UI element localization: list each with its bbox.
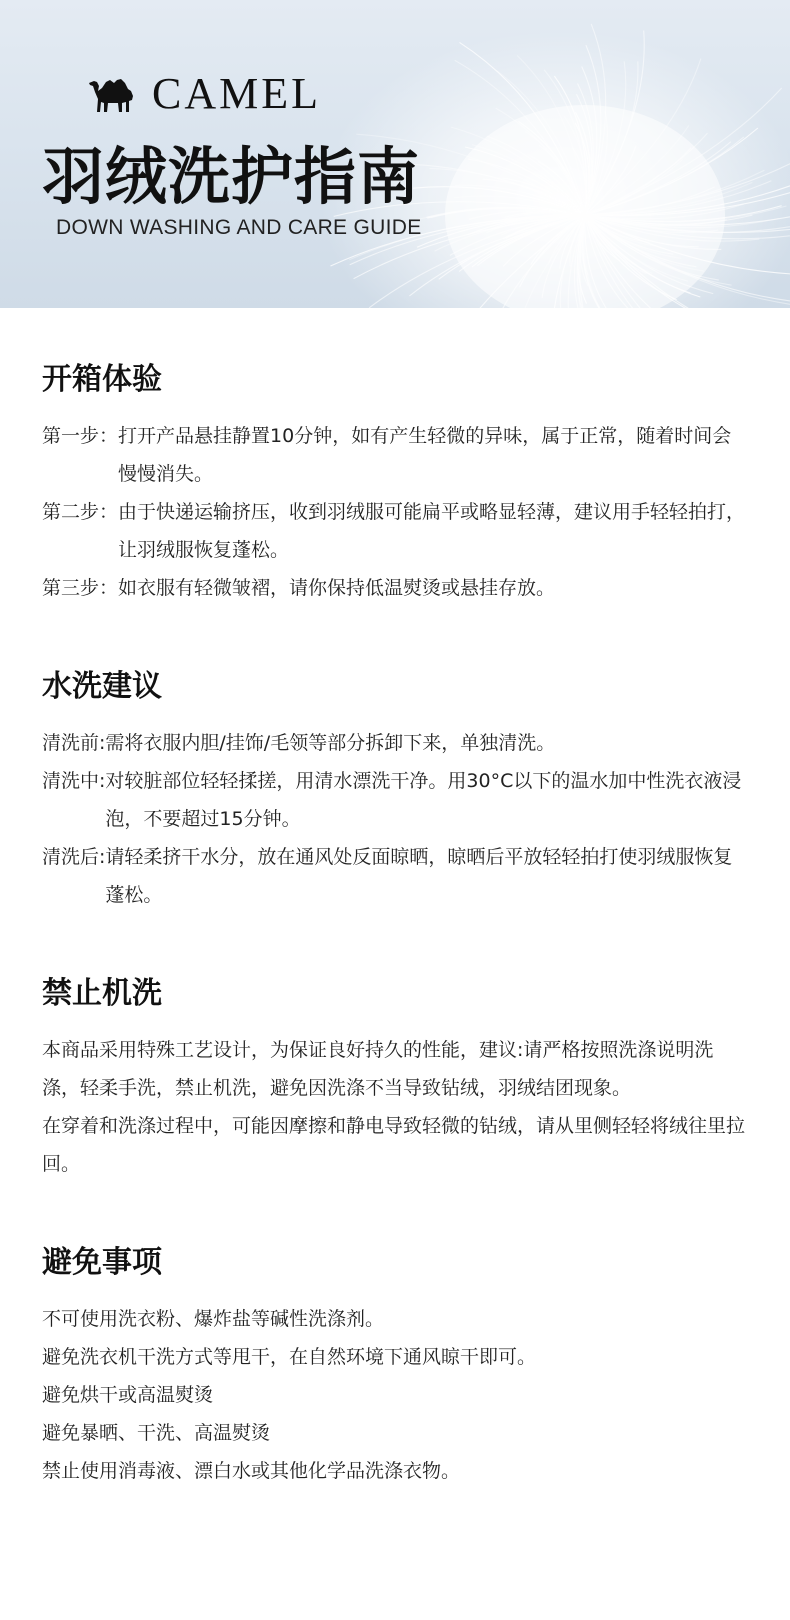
step-label: 第二步： <box>42 501 119 523</box>
step-label: 清洗前: <box>42 732 106 754</box>
paragraph: 避免暴晒、干洗、高温熨烫 <box>42 1422 271 1444</box>
paragraph: 避免洗衣机干洗方式等甩干，在自然环境下通风晾干即可。 <box>42 1346 537 1368</box>
paragraph: 在穿着和洗涤过程中，可能因摩擦和静电导致轻微的钻绒，请从里侧轻轻将绒往里拉回。 <box>42 1115 746 1175</box>
section-washing-advice <box>0 667 790 914</box>
brand-name: CAMEL <box>152 69 321 118</box>
section-unboxing <box>0 360 790 607</box>
step-label: 清洗后: <box>42 846 106 868</box>
step-text: 打开产品悬挂静置10分钟，如有产生轻微的异味，属于正常，随着时间会慢慢消失。 <box>118 425 732 485</box>
section-title: 避免事项 <box>42 1245 162 1280</box>
hero-banner <box>0 0 790 308</box>
step-item <box>42 724 750 762</box>
step-label: 第三步： <box>42 577 119 599</box>
step-item <box>42 838 750 914</box>
brand-logo <box>86 69 321 118</box>
step-text: 需将衣服内胆/挂饰/毛领等部分拆卸下来，单独清洗。 <box>105 732 556 754</box>
section-title: 水洗建议 <box>42 669 162 704</box>
content <box>0 308 790 1490</box>
step-item <box>42 569 750 607</box>
section-title: 开箱体验 <box>42 362 162 397</box>
step-text: 请轻柔挤干水分，放在通风处反面晾晒，晾晒后平放轻轻拍打使羽绒服恢复蓬松。 <box>105 846 733 906</box>
paragraph: 禁止使用消毒液、漂白水或其他化学品洗涤衣物。 <box>42 1460 461 1482</box>
section-title: 禁止机洗 <box>42 976 162 1011</box>
step-item <box>42 493 750 569</box>
page-title: 羽绒洗护指南 <box>42 140 421 213</box>
step-label: 清洗中: <box>42 770 106 792</box>
step-text: 如衣服有轻微皱褶，请你保持低温熨烫或悬挂存放。 <box>118 577 556 599</box>
paragraph: 本商品采用特殊工艺设计，为保证良好持久的性能，建议:请严格按照洗涤说明洗涤，轻柔手洗，禁止机洗，避免因洗涤不当导致钻绒，羽绒结团现象。 <box>42 1039 714 1099</box>
page-subtitle: DOWN WASHING AND CARE GUIDE <box>56 216 422 239</box>
step-text: 由于快递运输挤压，收到羽绒服可能扁平或略显轻薄，建议用手轻轻拍打，让羽绒服恢复蓬松。 <box>118 501 746 561</box>
step-item <box>42 762 750 838</box>
step-text: 对较脏部位轻轻揉搓，用清水漂洗干净。用30°C以下的温水加中性洗衣液浸泡，不要超过15分钟。 <box>105 770 742 830</box>
section-no-machine-wash <box>0 974 790 1183</box>
step-label: 第一步： <box>42 425 119 447</box>
paragraph: 不可使用洗衣粉、爆炸盐等碱性洗涤剂。 <box>42 1308 385 1330</box>
paragraph: 避免烘干或高温熨烫 <box>42 1384 214 1406</box>
camel-logo-icon <box>86 72 138 116</box>
step-item <box>42 417 750 493</box>
section-precautions <box>0 1243 790 1490</box>
